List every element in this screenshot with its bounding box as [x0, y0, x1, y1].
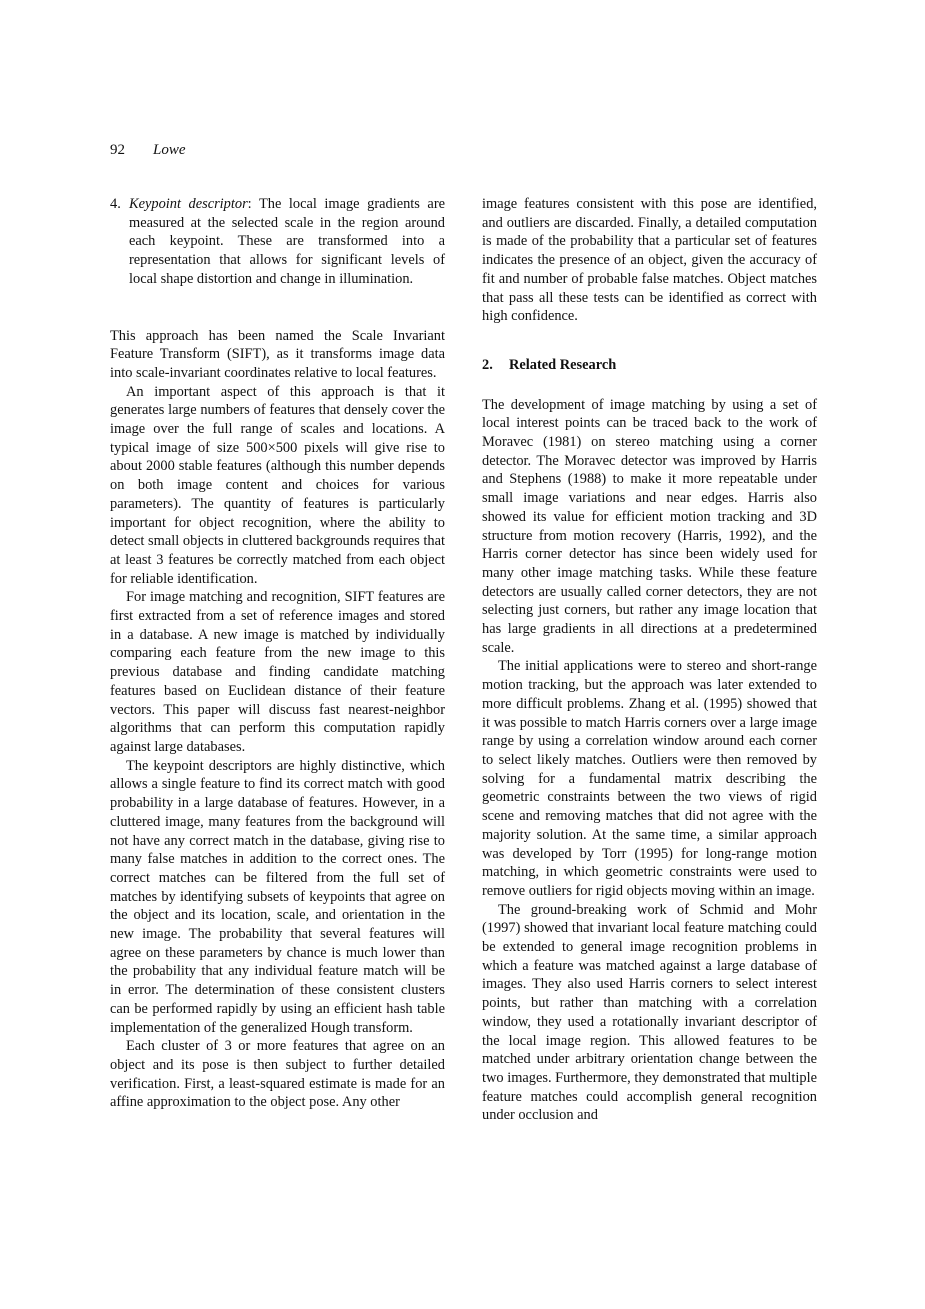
paragraph: The keypoint descriptors are highly distinctive, which allows a single feature to find its correct match with good probability in a large database of features. However, in a cluttered image, many features from the background will not have any correct match in the database, giving rise to many false matches in addition to the correct ones. The correct matches can be filtered from the full set of matches by identifying subsets of keypoints that agree on the object and its location, scale, and orientation in the new image. The probability that several features will agree on these parameters by chance is much lower than the probability that any individual feature match will be in error. The determination of these consistent clusters can be performed rapidly by using an efficient hash table implementation of the generalized Hough transform. — [110, 757, 445, 1036]
list-item-term: Keypoint descriptor — [129, 196, 248, 212]
paragraph: For image matching and recognition, SIFT features are first extracted from a set of reference images and stored in a database. A new image is matched by individually comparing each feature from the new image to this previous database and finding candidate matching features based on Euclidean distance of their feature vectors. This paper will discuss fast nearest-neighbor algorithms that can perform this computation rapidly against large databases. — [110, 589, 445, 755]
paragraph: Each cluster of 3 or more features that agree on an object and its pose is then subject to further detailed verification. First, a least-squared estimate is made for an affine approximation to the object pose. Any other — [110, 1038, 445, 1111]
paragraph: This approach has been named the Scale Invariant Feature Transform (SIFT), as it transforms image data into scale-invariant coordinates relative to local features. — [110, 327, 445, 381]
running-head — [110, 141, 186, 159]
section-heading — [482, 356, 817, 375]
section-title: Related Research — [509, 356, 617, 373]
right-column — [482, 195, 817, 1125]
paragraph: The development of image matching by using a set of local interest points can be traced back to the work of Moravec (1981) on stereo matching using a corner detector. The Moravec detector was improved by Harris and Stephens (1988) to make it more repeatable under small image variations and near edges. Harris also showed its value for efficient motion tracking and 3D structure from motion recovery (Harris, 1992), and the Harris corner detector has since been widely used for many other image matching tasks. While these feature detectors are usually called corner detectors, they are not selecting just corners, but rather any image location that has large gradients in all directions at a predetermined scale. — [482, 396, 817, 656]
list-item — [110, 195, 445, 289]
list-item-text: : The local image gradients are measured at the selected scale in the region around each keypoint. These are transformed into a representation that allows for significant levels of local shape distortion and change in illumination. — [129, 196, 445, 287]
paragraph: The ground-breaking work of Schmid and Mohr (1997) showed that invariant local feature matching could be extended to general image recognition problems in which a feature was matched against a large database of images. They also used Harris corners to select interest points, but rather than matching with a correlation window, they used a rotationally invariant descriptor of the local image region. This allowed features to be matched under arbitrary orientation change between the two images. Furthermore, they demonstrated that multiple feature matches could accomplish general recognition under occlusion and — [482, 901, 817, 1124]
left-column — [110, 195, 445, 1112]
paragraph-continuation: image features consistent with this pose are identified, and outliers are discarded. Finally, a detailed computation is made of the probability that a particular set of features indicates the presence of an object, given the accuracy of fit and number of probable false matches. Object matches that pass all these tests can be identified as correct with high confidence. — [482, 196, 817, 325]
paragraph: An important aspect of this approach is that it generates large numbers of features that densely cover the image over the full range of scales and locations. A typical image of size 500×500 pixels will give rise to about 2000 stable features (although this number depends on both image content and choices for various parameters). The quantity of features is particularly important for object recognition, where the ability to detect small objects in cluttered backgrounds requires that at least 3 features be correctly matched from each object for reliable identification. — [110, 383, 445, 587]
page-number: 92 — [110, 142, 125, 158]
list-item-number: 4. — [110, 196, 121, 212]
running-head-author: Lowe — [153, 142, 186, 158]
paragraph: The initial applications were to stereo and short-range motion tracking, but the approach was later extended to more difficult problems. Zhang et al. (1995) showed that it was possible to match Harris corners over a large image range by using a correlation window around each corner to select likely matches. Outliers were then removed by solving for a fundamental matrix describing the geometric constraints between the two views of rigid scene and removing matches that did not agree with the majority solution. At the same time, a similar approach was developed by Torr (1995) for long-range motion matching, in which geometric constraints were used to remove outliers for rigid objects moving within an image. — [482, 658, 817, 899]
section-number: 2. — [482, 356, 493, 373]
